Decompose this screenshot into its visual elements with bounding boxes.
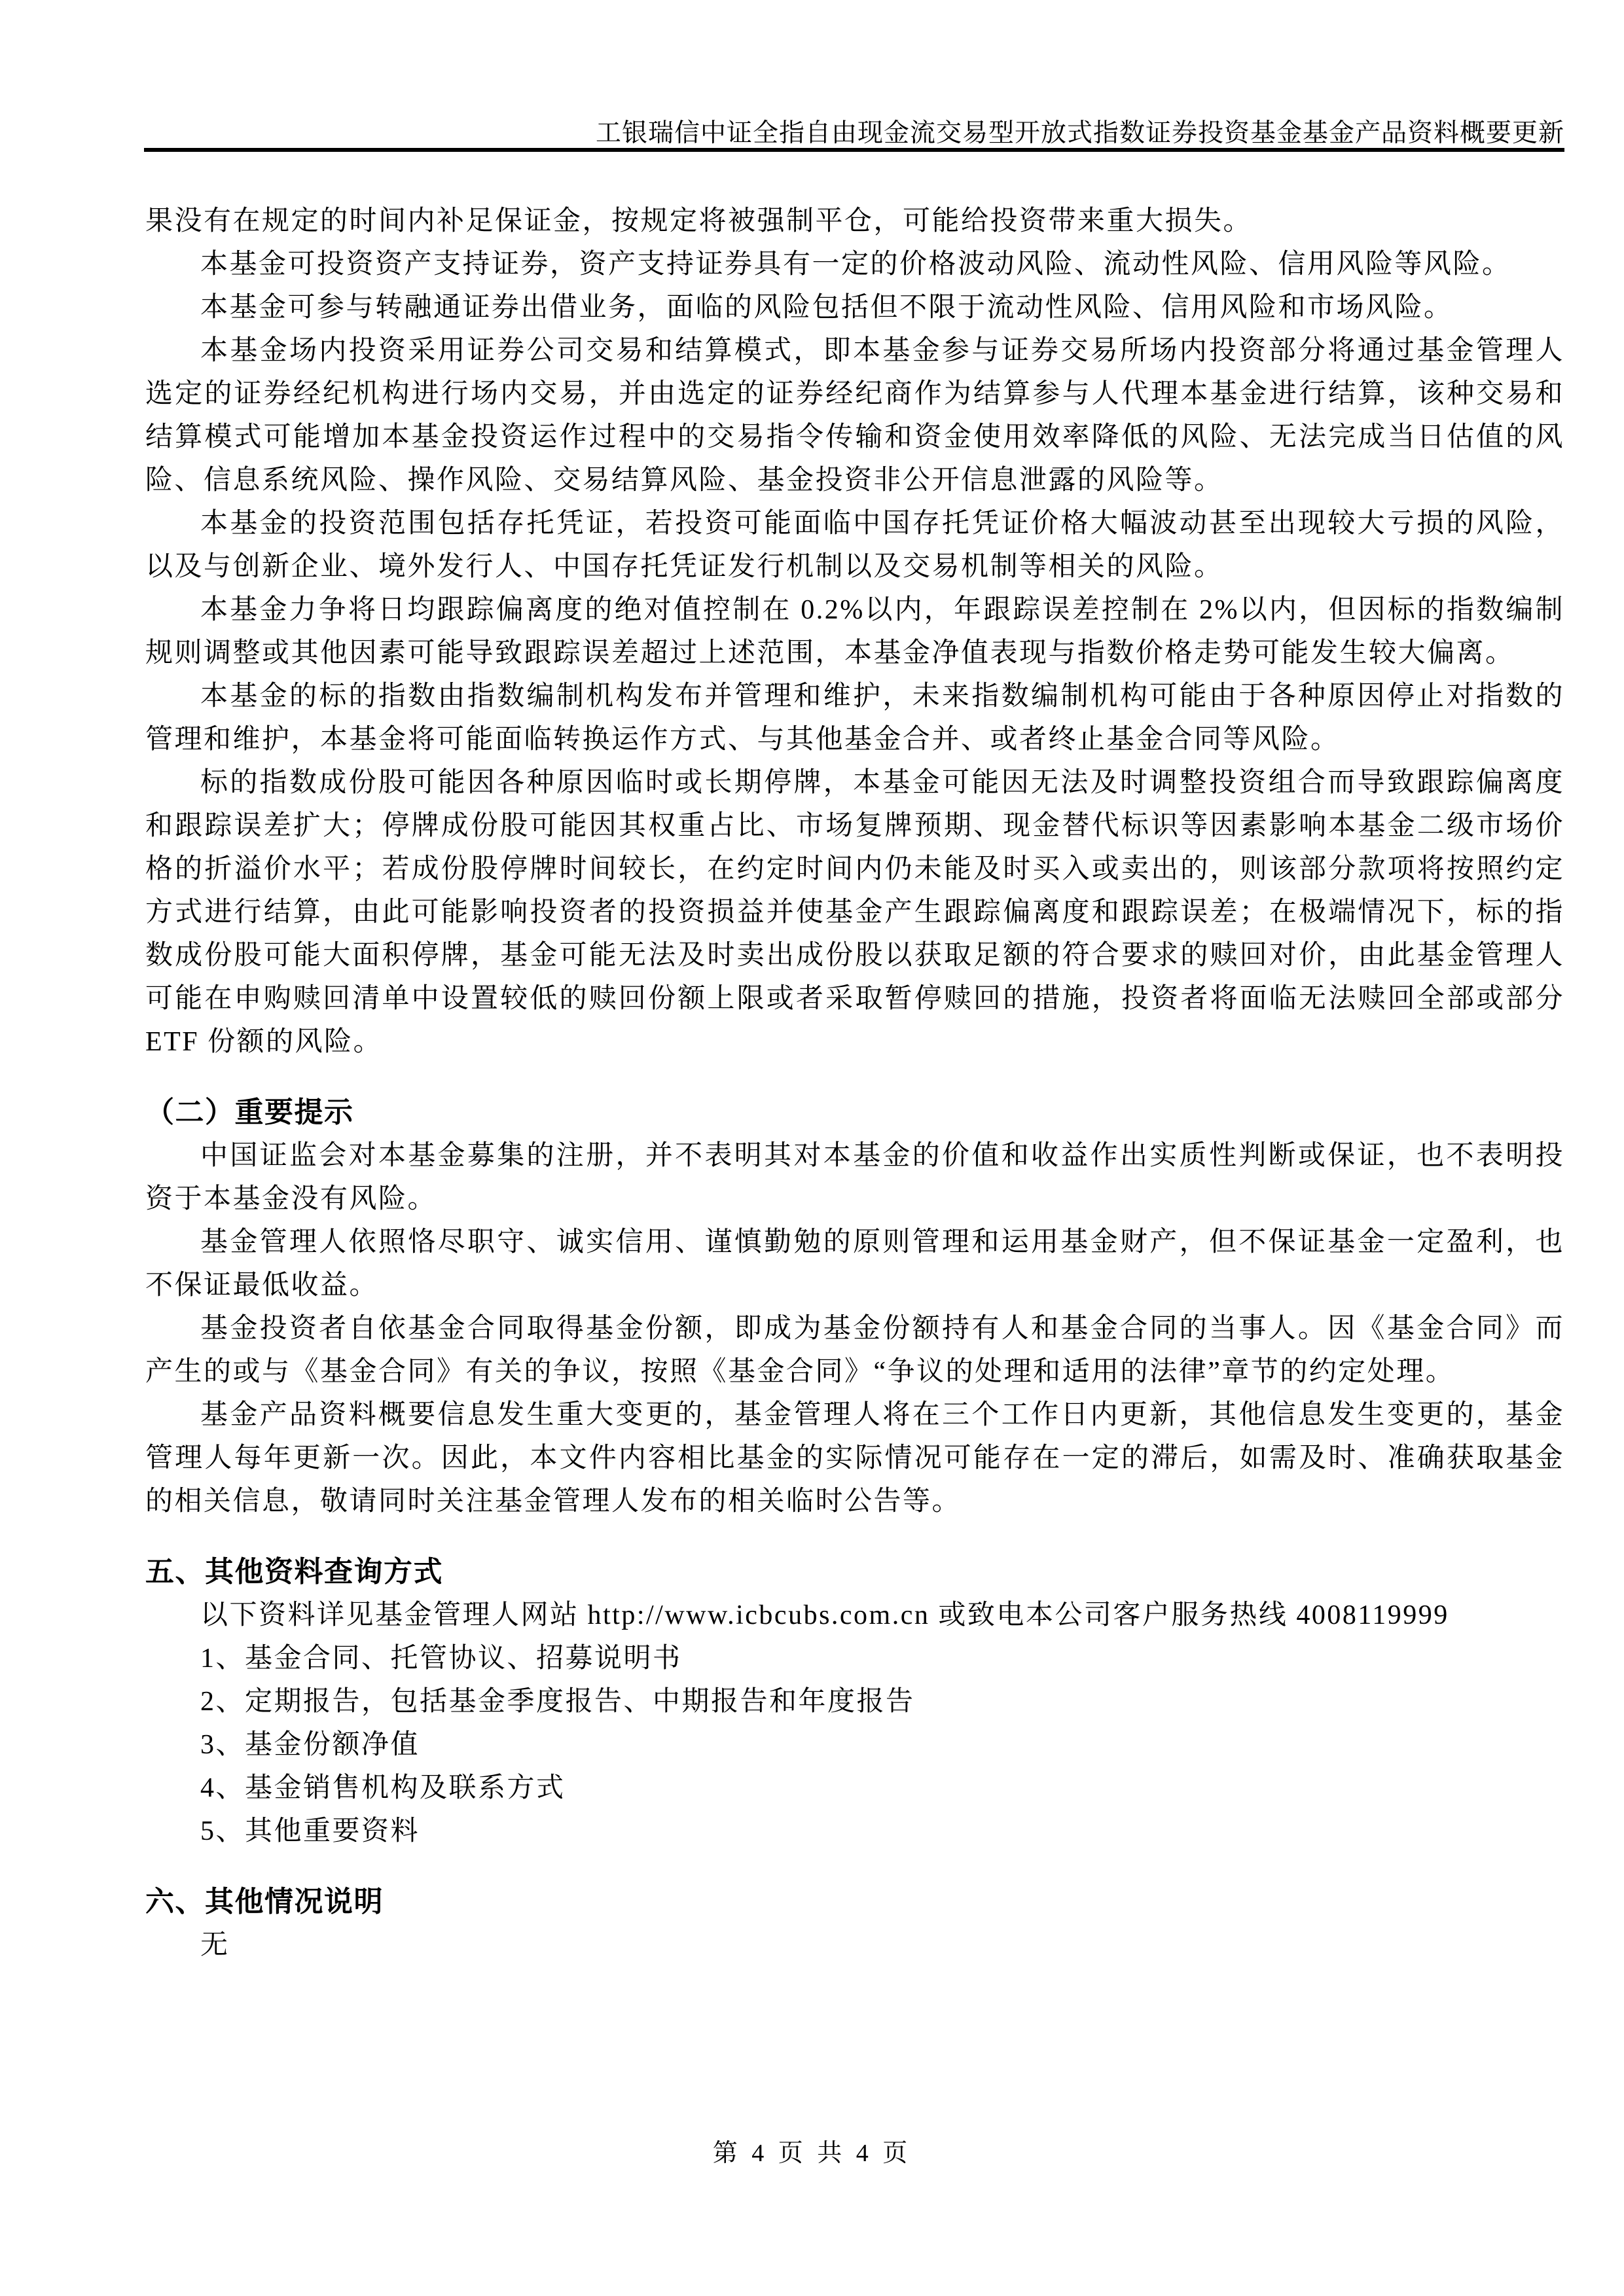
paragraph: 中国证监会对本基金募集的注册，并不表明其对本基金的价值和收益作出实质性判断或保证，也不表明投资于本基金没有风险。: [145, 1141, 1564, 1214]
paragraph: 本基金的投资范围包括存托凭证，若投资可能面临中国存托凭证价格大幅波动甚至出现较大亏损的风险，以及与创新企业、境外发行人、中国存托凭证发行机制以及交易机制等相关的风险。: [145, 509, 1564, 582]
section-heading: 六、其他情况说明: [145, 1886, 384, 1918]
list-item: 1、基金合同、托管协议、招募说明书: [200, 1643, 682, 1674]
list-item: 4、基金销售机构及联系方式: [200, 1773, 566, 1803]
document-body: [145, 200, 1564, 1967]
running-header-title: 工银瑞信中证全指自由现金流交易型开放式指数证券投资基金基金产品资料概要更新: [595, 119, 1564, 147]
paragraph: 基金产品资料概要信息发生重大变更的，基金管理人将在三个工作日内更新，其他信息发生变更的，基金管理人每年更新一次。因此，本文件内容相比基金的实际情况可能存在一定的滞后，如需及时、准确获取基金的相关信息，敬请同时关注基金管理人发布的相关临时公告等。: [145, 1400, 1564, 1516]
paragraph: 本基金场内投资采用证券公司交易和结算模式，即本基金参与证券交易所场内投资部分将通过基金管理人选定的证券经纪机构进行场内交易，并由选定的证券经纪商作为结算参与人代理本基金进行结算，该种交易和结算模式可能增加本基金投资运作过程中的交易指令传输和资金使用效率降低的风险、无法完成当日估值的风险、信息系统风险、操作风险、交易结算风险、基金投资非公开信息泄露的风险等。: [145, 336, 1564, 495]
paragraph: 以下资料详见基金管理人网站 http://www.icbcubs.com.cn 或致电本公司客户服务热线 4008119999: [200, 1600, 1449, 1630]
list-item: 2、定期报告，包括基金季度报告、中期报告和年度报告: [200, 1687, 915, 1717]
paragraph: 本基金可投资资产支持证券，资产支持证券具有一定的价格波动风险、流动性风险、信用风险等风险。: [200, 249, 1511, 279]
paragraph: 本基金力争将日均跟踪偏离度的绝对值控制在 0.2%以内，年跟踪误差控制在 2%以内，但因标的指数编制规则调整或其他因素可能导致跟踪误差超过上述范围，本基金净值表现与指数价格走势可能发生较大偏离。: [145, 595, 1564, 668]
paragraph: 本基金可参与转融通证券出借业务，面临的风险包括但不限于流动性风险、信用风险和市场风险。: [200, 293, 1453, 323]
paragraph: 果没有在规定的时间内补足保证金，按规定将被强制平仓，可能给投资带来重大损失。: [145, 206, 1253, 236]
paragraph: 基金管理人依照恪尽职守、诚实信用、谨慎勤勉的原则管理和运用基金财产，但不保证基金一定盈利，也不保证最低收益。: [145, 1227, 1564, 1300]
list-item: 5、其他重要资料: [200, 1816, 420, 1846]
page-number: 第 4 页 共 4 页: [712, 2140, 912, 2167]
list-item: 3、基金份额净值: [200, 1730, 420, 1760]
section-heading: （二）重要提示: [145, 1096, 354, 1128]
list-item: 无: [200, 1930, 230, 1960]
header-divider-rule: [144, 148, 1564, 152]
paragraph: 基金投资者自依基金合同取得基金份额，即成为基金份额持有人和基金合同的当事人。因《基金合同》而产生的或与《基金合同》有关的争议，按照《基金合同》“争议的处理和适用的法律”章节的约定处理。: [145, 1314, 1564, 1387]
paragraph: 本基金的标的指数由指数编制机构发布并管理和维护，未来指数编制机构可能由于各种原因停止对指数的管理和维护，本基金将可能面临转换运作方式、与其他基金合并、或者终止基金合同等风险。: [145, 681, 1564, 755]
section-heading: 五、其他资料查询方式: [145, 1556, 443, 1588]
paragraph: 标的指数成份股可能因各种原因临时或长期停牌，本基金可能因无法及时调整投资组合而导致跟踪偏离度和跟踪误差扩大；停牌成份股可能因其权重占比、市场复牌预期、现金替代标识等因素影响本基金二级市场价格的折溢价水平；若成份股停牌时间较长，在约定时间内仍未能及时买入或卖出的，则该部分款项将按照约定方式进行结算，由此可能影响投资者的投资损益并使基金产生跟踪偏离度和跟踪误差；在极端情况下，标的指数成份股可能大面积停牌，基金可能无法及时卖出成份股以获取足额的符合要求的赎回对价，由此基金管理人可能在申购赎回清单中设置较低的赎回份额上限或者采取暂停赎回的措施，投资者将面临无法赎回全部或部分 ETF 份额的风险。: [145, 768, 1564, 1057]
